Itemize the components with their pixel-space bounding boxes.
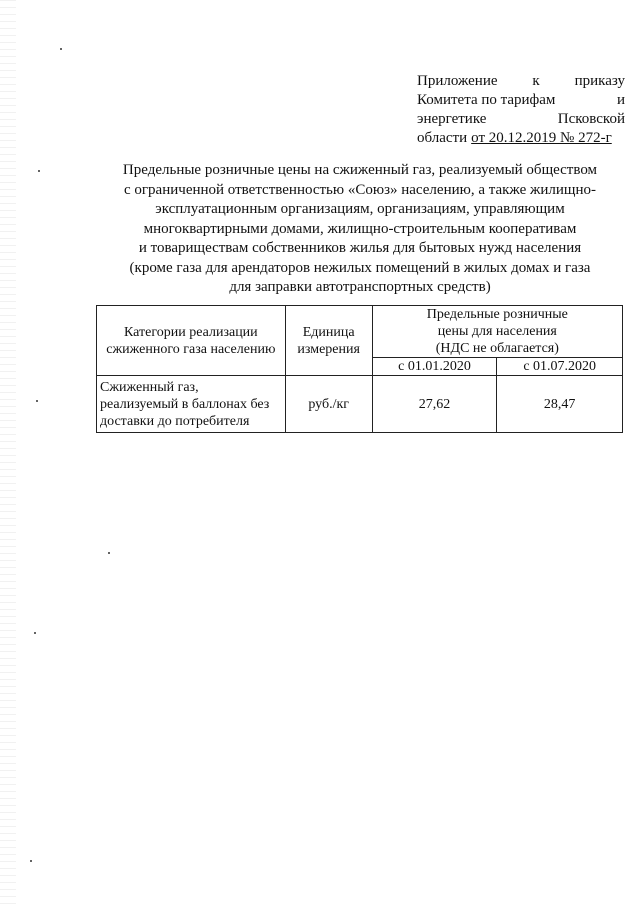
scan-speck — [60, 48, 62, 50]
appendix-word: Псковской — [557, 111, 625, 127]
header-unit-line: Единица — [302, 324, 355, 340]
row-price-1: 27,62 — [372, 376, 497, 433]
document-title — [80, 161, 640, 298]
header-period-2: с 01.07.2020 — [497, 358, 623, 376]
appendix-word: области — [417, 130, 468, 146]
header-prices-line: (НДС не облагается) — [435, 341, 559, 356]
appendix-line-3 — [417, 110, 625, 129]
row-category — [97, 376, 286, 433]
title-line: для заправки автотранспортных средств) — [229, 279, 491, 295]
row-category-line: реализуемый в баллонах без — [100, 396, 270, 412]
title-line: и товариществам собственников жилья для бытовых нужд населения — [138, 240, 582, 256]
row-category-line: доставки до потребителя — [100, 413, 250, 429]
title-line: многоквартирными домами, жилищно-строительным кооперативам — [143, 220, 577, 237]
appendix-line-1 — [417, 72, 625, 91]
row-price-2: 28,47 — [497, 376, 623, 433]
header-prices-line: цены для населения — [437, 324, 557, 339]
scan-speck — [34, 632, 36, 634]
scan-speck — [30, 860, 32, 862]
header-unit-line: измерения — [297, 341, 360, 357]
appendix-block — [417, 72, 625, 148]
scan-speck — [36, 400, 38, 402]
appendix-word: приказу — [574, 73, 625, 89]
scan-speck — [108, 552, 110, 554]
header-unit — [285, 306, 372, 376]
appendix-word: Приложение — [417, 73, 498, 89]
order-reference: от 20.12.2019 № 272-г — [471, 130, 612, 146]
title-line: (кроме газа для арендаторов нежилых помещений в жилых домах и газа — [129, 259, 591, 276]
appendix-line-4 — [417, 129, 625, 148]
appendix-line-2 — [417, 91, 625, 110]
table-row — [97, 376, 623, 433]
appendix-word: и — [616, 92, 625, 108]
header-period-1: с 01.01.2020 — [372, 358, 497, 376]
header-category-line: Категории реализации — [124, 324, 258, 340]
header-prices-line: Предельные розничные — [426, 307, 568, 322]
header-category-line: сжиженного газа населению — [106, 341, 276, 357]
appendix-word: Комитета по тарифам — [417, 92, 556, 108]
title-line: Предельные розничные цены на сжиженный газ, реализуемый обществом — [122, 162, 598, 178]
header-category — [97, 306, 286, 376]
title-line: с ограниченной ответственностью «Союз» населению, а также жилищно- — [124, 181, 596, 198]
title-line: эксплуатационным организациям, организациям, управляющим — [155, 201, 565, 217]
appendix-word: энергетике — [417, 111, 487, 127]
table-header-row — [97, 306, 623, 358]
price-table — [96, 305, 623, 433]
scan-speck — [38, 170, 40, 172]
scan-edge-artifact — [0, 0, 16, 905]
row-category-line: Сжиженный газ, — [100, 379, 199, 395]
row-unit: руб./кг — [285, 376, 372, 433]
header-prices — [372, 306, 622, 358]
appendix-word: к — [532, 73, 540, 89]
